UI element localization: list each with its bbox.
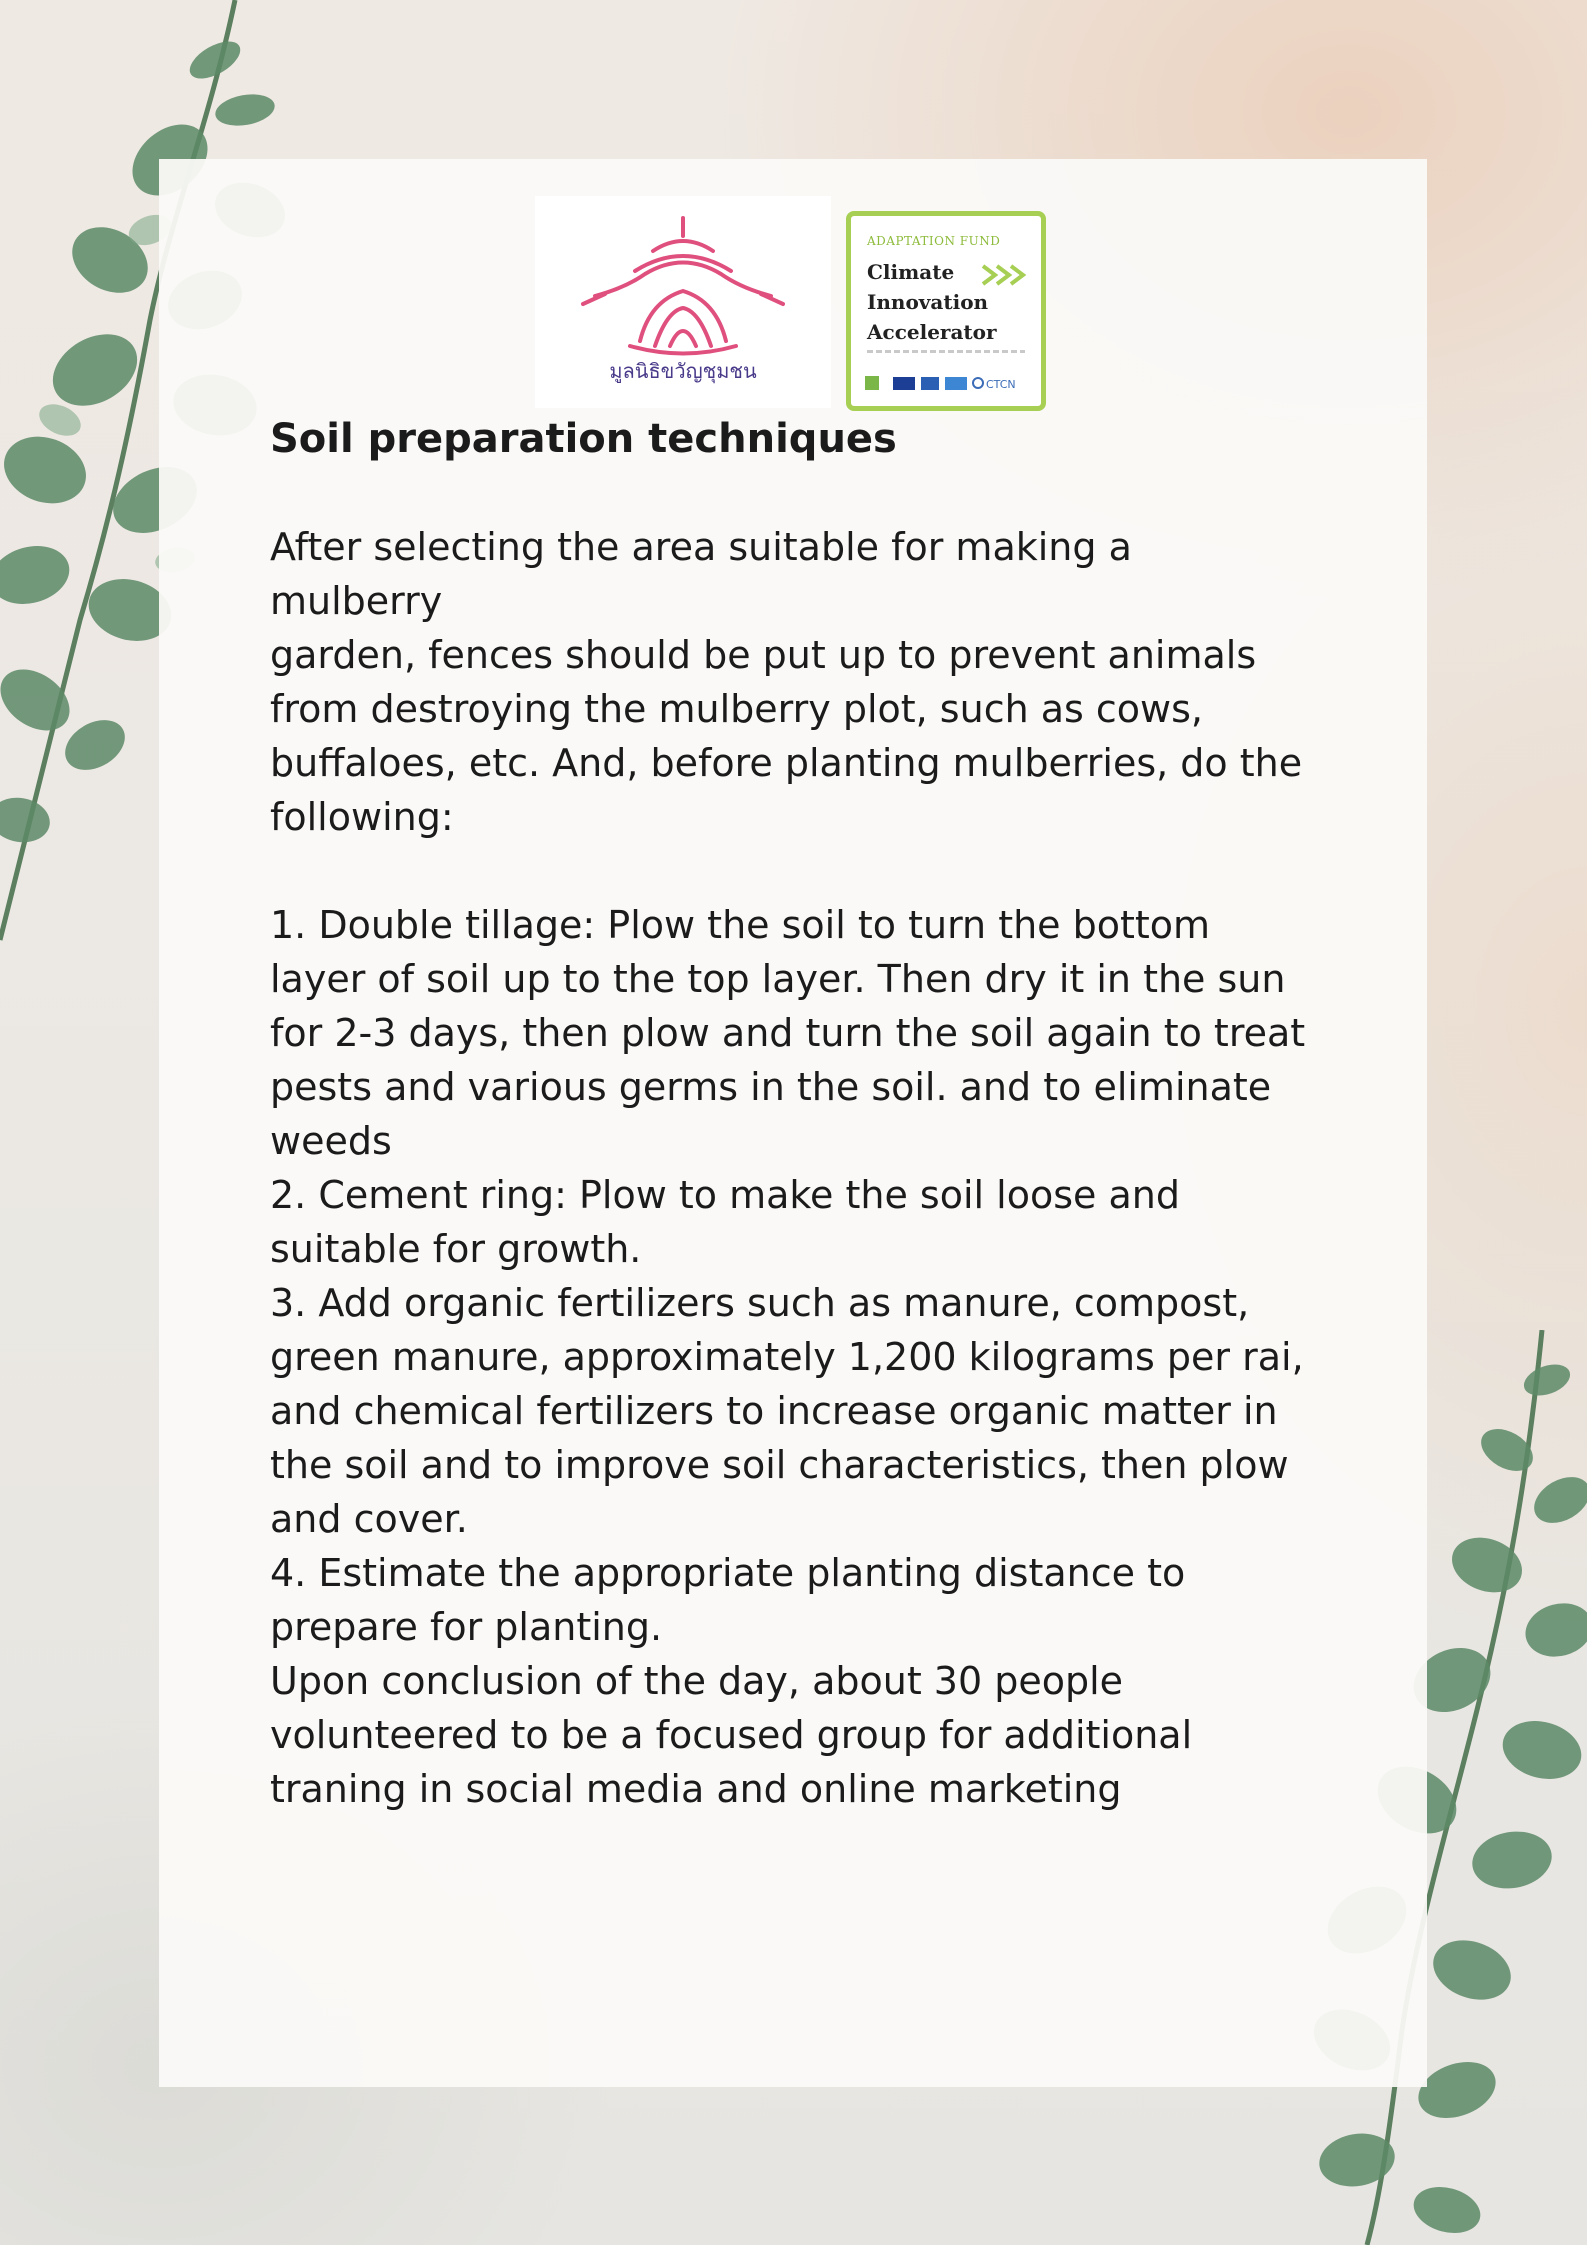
chevron-arrows-icon xyxy=(981,264,1029,286)
spacer xyxy=(270,844,1310,898)
caf-fund-label: ADAPTATION FUND xyxy=(867,234,1001,248)
temple-lotus-icon xyxy=(535,196,831,408)
step-item: 4. Estimate the appropriate planting distance to prepare for planting. xyxy=(270,1551,1186,1649)
step-item: 1. Double tillage: Plow the soil to turn the bottom layer of soil up to the top layer. Then dry it in the sun for 2-3 days, then plow and turn the soil again to treat pests and various germs in the soil. and to eliminate weeds xyxy=(270,903,1306,1163)
page-title: Soil preparation techniques xyxy=(270,416,897,462)
climate-innovation-accelerator-logo xyxy=(846,211,1046,411)
spacer xyxy=(270,466,1310,520)
document-body xyxy=(270,412,1310,1816)
step-item: 3. Add organic fertilizers such as manure, compost, green manure, approximately 1,200 kilograms per rai, and chemical fertilizers to increase organic matter in the soil and to improve soil characteristics, then plow and cover. xyxy=(270,1281,1304,1541)
partner-block-icon xyxy=(921,377,939,390)
ctcn-mark-icon xyxy=(973,378,983,388)
caf-line-climate: Climate xyxy=(867,260,955,284)
caf-tagline-bar xyxy=(867,350,1025,353)
caf-line-accelerator: Accelerator xyxy=(867,320,997,344)
foundation-name-text: มูลนิธิขวัญชุมชน xyxy=(609,359,757,383)
ctcn-label: CTCN xyxy=(986,378,1016,391)
closing-paragraph: Upon conclusion of the day, about 30 people volunteered to be a focused group for additional traning in social media and online marketing xyxy=(270,1659,1193,1811)
unep-icon xyxy=(945,377,967,390)
adaptation-fund-icon xyxy=(865,376,879,390)
partner-logos-strip xyxy=(863,372,1033,394)
step-item: 2. Cement ring: Plow to make the soil loose and suitable for growth. xyxy=(270,1173,1180,1271)
foundation-logo xyxy=(535,196,831,408)
eu-flag-icon xyxy=(893,377,915,390)
caf-line-innovation: Innovation xyxy=(867,290,989,314)
intro-paragraph: After selecting the area suitable for making a mulberry garden, fences should be put up to prevent animals from destroying the mulberry plot, such as cows, buffaloes, etc. And, before planting mulberries, do the following: xyxy=(270,525,1303,839)
